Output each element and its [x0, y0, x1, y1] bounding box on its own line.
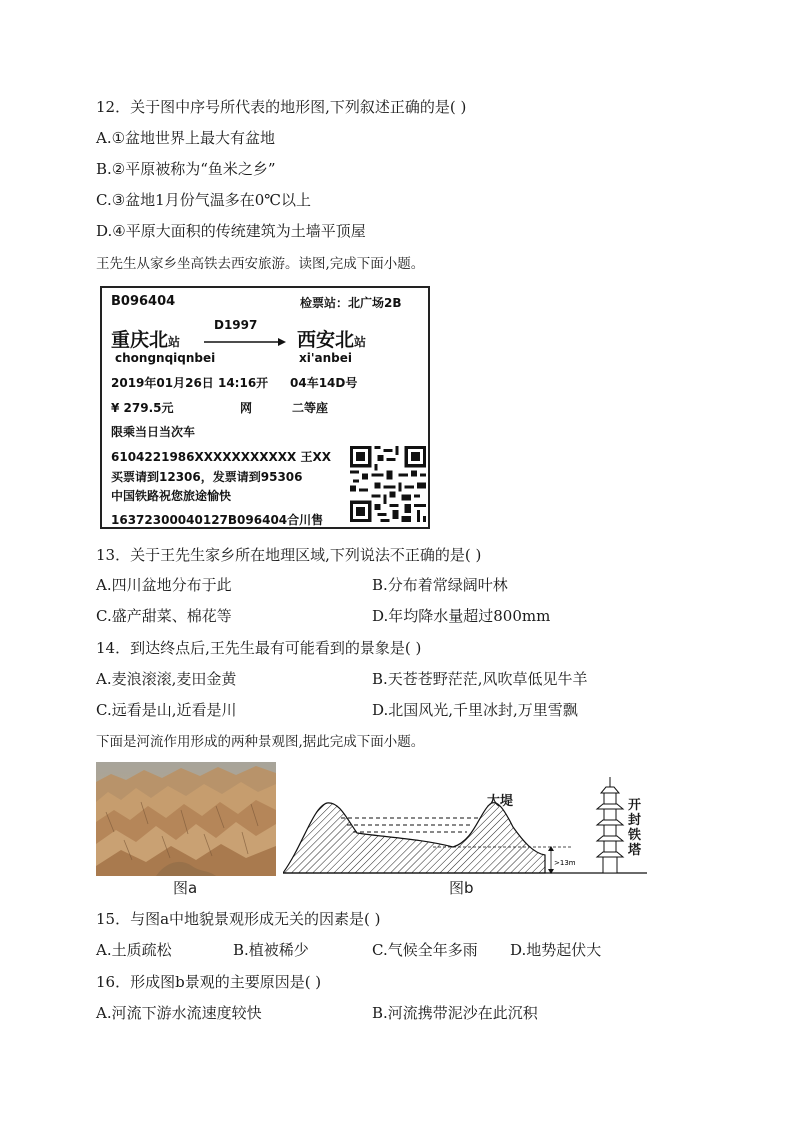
- ticket-class: 二等座: [292, 401, 329, 415]
- ticket-seat: 04车14D号: [290, 376, 358, 390]
- ticket-to-pinyin: xi'anbei: [299, 351, 353, 365]
- q12-option-d: D.④平原大面积的传统建筑为土墙平顶屋: [96, 222, 366, 240]
- ticket-datetime: 2019年01月26日 14:16开: [111, 376, 269, 390]
- ticket-buy-info: 买票请到12306，发票请到95306: [111, 470, 303, 484]
- q14-stem: 14．到达终点后,王先生最有可能看到的景象是( ): [96, 639, 422, 657]
- q15-option-b: B.植被稀少: [233, 941, 309, 959]
- qr-code-icon: [350, 446, 426, 522]
- height-label: >13m: [554, 859, 576, 867]
- suspended-river-diagram: [283, 775, 653, 877]
- train-ticket: [100, 286, 430, 529]
- ticket-price: ¥ 279.5元: [111, 401, 174, 415]
- ticket-wish: 中国铁路祝您旅途愉快: [111, 489, 232, 503]
- pagoda-icon: [597, 777, 623, 873]
- q15-option-d: D.地势起伏大: [510, 941, 602, 959]
- intro-landscape: 下面是河流作用形成的两种景观图,据此完成下面小题。: [96, 734, 425, 750]
- loess-landscape-photo: [96, 762, 276, 876]
- q16-option-b: B.河流携带泥沙在此沉积: [372, 1004, 538, 1022]
- q12-option-b: B.②平原被称为“鱼米之乡”: [96, 160, 276, 178]
- ticket-train-number: D1997: [214, 318, 258, 332]
- q14-option-a: A.麦浪滚滚,麦田金黄: [96, 670, 237, 688]
- q16-stem: 16．形成图b景观的主要原因是( ): [96, 973, 322, 991]
- q13-option-c: C.盛产甜菜、棉花等: [96, 607, 232, 625]
- arrow-icon: [202, 336, 286, 348]
- q12-option-a: A.①盆地世界上最大有盆地: [96, 129, 276, 147]
- caption-figure-a: 图a: [173, 879, 198, 897]
- q12-option-c: C.③盆地1月份气温多在0℃以上: [96, 191, 312, 209]
- q12-stem: 12．关于图中序号所代表的地形图,下列叙述正确的是( ): [96, 98, 467, 116]
- tower-label: 开 封 铁 塔: [628, 798, 642, 858]
- caption-figure-b: 图b: [449, 879, 474, 897]
- ticket-from-pinyin: chongnqiqnbei: [115, 351, 216, 365]
- ticket-serial: B096404: [111, 294, 176, 309]
- ticket-to-station: 西安北站: [297, 329, 367, 351]
- ticket-from-station: 重庆北站: [111, 329, 181, 351]
- dike-label: 大堤: [487, 794, 514, 809]
- q16-option-a: A.河流下游水流速度较快: [96, 1004, 262, 1022]
- intro-ticket: 王先生从家乡坐高铁去西安旅游。读图,完成下面小题。: [96, 256, 425, 272]
- q15-option-c: C.气候全年多雨: [372, 941, 478, 959]
- ticket-code: 16372300040127B096404合川售: [111, 513, 324, 527]
- q13-option-d: D.年均降水量超过800mm: [372, 607, 551, 625]
- q13-option-b: B.分布着常绿阔叶林: [372, 576, 508, 594]
- ticket-gate: 检票站：北广场2B: [300, 296, 402, 310]
- q13-option-a: A.四川盆地分布于此: [96, 576, 232, 594]
- q14-option-b: B.天苍苍野茫茫,风吹草低见牛羊: [372, 670, 588, 688]
- q15-stem: 15．与图a中地貌景观形成无关的因素是( ): [96, 910, 381, 928]
- q15-option-a: A.土质疏松: [96, 941, 172, 959]
- ticket-channel: 网: [240, 401, 253, 415]
- ticket-notice: 限乘当日当次车: [111, 425, 196, 439]
- ticket-passenger-id: 6104221986XXXXXXXXXXX 王XX: [111, 450, 331, 464]
- q13-stem: 13．关于王先生家乡所在地理区域,下列说法不正确的是( ): [96, 546, 482, 564]
- q14-option-c: C.远看是山,近看是川: [96, 701, 237, 719]
- q14-option-d: D.北国风光,千里冰封,万里雪飘: [372, 701, 578, 719]
